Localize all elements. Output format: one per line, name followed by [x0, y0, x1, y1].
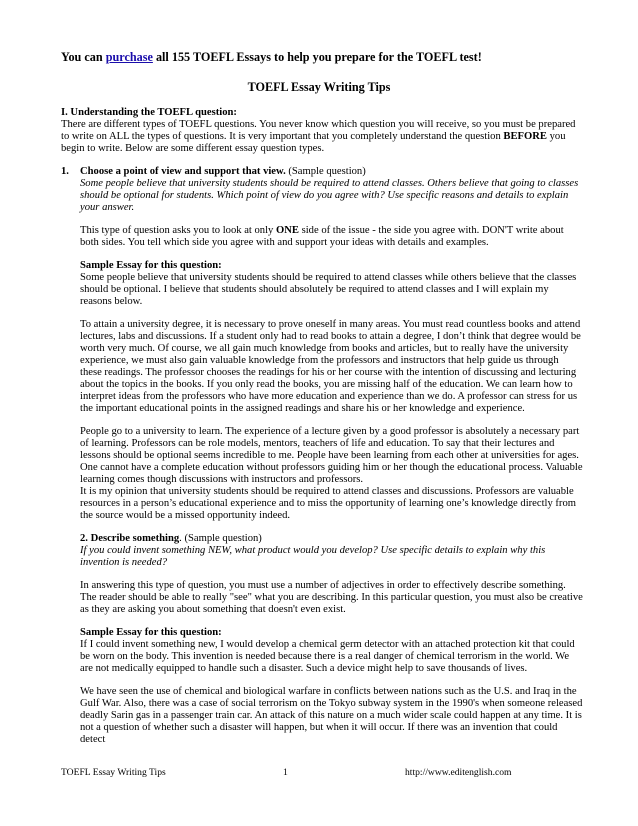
question-2-explanation: In answering this type of question, you must use a number of adjectives in order to effectively describe something. The reader should be able to really "see" what you are describing. In this particular question, you must also be creative as they are asking you about something that doesn't even exist.	[80, 580, 583, 615]
page-title: TOEFL Essay Writing Tips	[247, 80, 391, 94]
footer-url: http://www.editenglish.com	[405, 767, 512, 778]
question-1-prompt: Some people believe that university students should be required to attend classes. Others believe that going to classes should be optional for students. Which point of view do you agree with? Use specific reasons and details to explain your answer.	[80, 178, 579, 213]
footer-page-number: 1	[283, 767, 288, 778]
section-heading: I. Understanding the TOEFL question:	[61, 107, 237, 118]
sample-essay-2-paragraph-2: We have seen the use of chemical and biological warfare in conflicts between nations such as the U.S. and Iraq in the Gulf War. Also, there was a case of social terrorism on the Tokyo subway system in the 1990's when someone released deadly Sarin gas in a passenger train car. An attack of this nature on a much wider scale could happen at any time. It is not a question of whether such a disaster will happen, but when it will occur. If there was an invention that could detect	[80, 686, 583, 745]
question-2-heading: 2. Describe something. (Sample question)	[80, 533, 262, 544]
question-2-prompt: If you could invent something NEW, what product would you develop? Use specific details to explain why this invention is needed?	[80, 545, 546, 568]
sample-essay-1-paragraph-2: To attain a university degree, it is necessary to prove oneself in many areas. You must read countless books and attend lectures, labs and discussions. If a student only had to read books to attain a degree, I don’t think that degree would be worth very much. Of course, we all gain much knowledge from books and articles, but to really have the university experience, we must also gain valuable knowledge from the professors and instructors that help guide us through these readings. The professor chooses the readings for his or her course with the intention of discussing and lecturing about the topics in the books. If you only read the books, you are missing half of the education. We can learn how to interpret ideas from the professors who have more education and experience than we do. A professor can stress for us the important educational points in the assigned readings and share his or her knowledge and experience.	[80, 319, 581, 414]
question-1-explanation: This type of question asks you to look at only ONE side of the issue - the side you agree with. DON'T write about both sides. You tell which side you agree with and support your ideas with details and examples.	[80, 225, 564, 248]
sample-essay-1-paragraph-4: It is my opinion that university students should be required to attend classes and discussions. Professors are valuable resources in a person’s educational experience and to miss the opportunity of learning one’s knowledge directly from the source would be a missed opportunity indeed.	[80, 486, 576, 521]
sample-essay-2-paragraph-1: If I could invent something new, I would develop a chemical germ detector with an attached protection kit that could be worn on the body. This invention is needed because there is a real danger of chemical terrorism in the world. We are not medically equipped to handle such a disaster. Such a device might help to save thousands of lives.	[80, 639, 575, 674]
sample-essay-2-heading: Sample Essay for this question:	[80, 627, 222, 638]
purchase-link[interactable]: purchase	[105, 50, 153, 64]
section-intro: There are different types of TOEFL questions. You never know which question you will receive, so you must be prepared to write on ALL the types of questions. It is very important that you completely understand the question BEFORE you begin to write. Below are some different essay question types.	[61, 119, 576, 154]
promo-text-after: all 155 TOEFL Essays to help you prepare for the TOEFL test!	[152, 50, 482, 64]
sample-essay-1-paragraph-1: Some people believe that university students should be required to attend classes while others believe that the classes should be optional. I believe that students should absolutely be required to attend classes and I will explain my reasons below.	[80, 272, 577, 307]
promo-text-before: You can	[61, 50, 106, 64]
footer-title: TOEFL Essay Writing Tips	[61, 767, 166, 778]
sample-essay-1-paragraph-3: People go to a university to learn. The experience of a lecture given by a good professor is absolutely a necessary part of learning. Professors can be role models, mentors, teachers of life and education. To say that their lectures and lessons should be optional seems incredible to me. People have been learning from each other at universities for ages. One cannot have a complete education without professors guiding him or her though the educational process. Valuable learning comes though discussions with instructors and professors.	[80, 426, 583, 485]
promo-line	[61, 50, 621, 65]
document-body	[61, 107, 583, 746]
question-1-heading: 1. Choose a point of view and support that view. (Sample question)	[61, 166, 366, 177]
sample-essay-1-heading: Sample Essay for this question:	[80, 260, 222, 271]
